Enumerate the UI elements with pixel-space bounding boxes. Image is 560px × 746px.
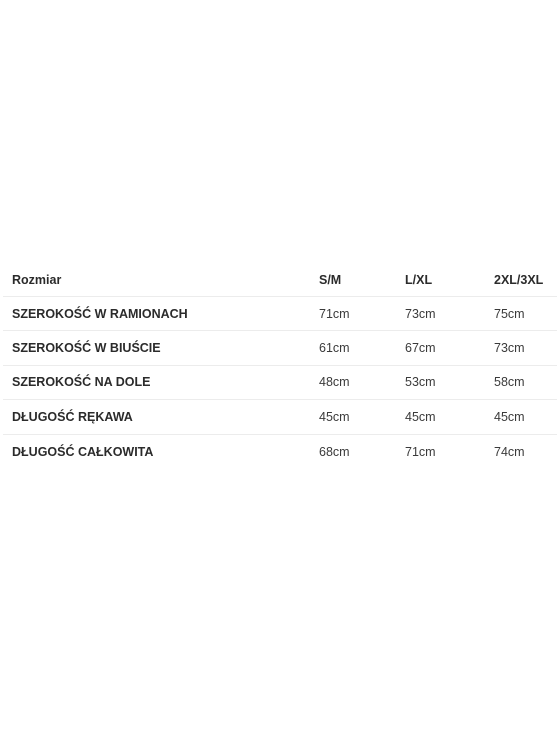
header-sm: S/M xyxy=(319,272,342,287)
table-row xyxy=(3,331,557,365)
cell-lxl: 71cm xyxy=(405,444,436,459)
header-size-label: Rozmiar xyxy=(12,272,62,287)
cell-sm: 68cm xyxy=(319,444,350,459)
header-lxl: L/XL xyxy=(405,272,433,287)
table-row xyxy=(3,366,557,400)
table-row xyxy=(3,435,557,469)
cell-lxl: 73cm xyxy=(405,306,436,321)
table-header-row xyxy=(3,263,557,297)
cell-sm: 71cm xyxy=(319,306,350,321)
cell-sm: 45cm xyxy=(319,409,350,424)
cell-2xl3xl: 58cm xyxy=(494,375,525,390)
table-row xyxy=(3,297,557,331)
size-chart-table xyxy=(3,263,557,469)
cell-sm: 61cm xyxy=(319,341,350,356)
row-label: DŁUGOŚĆ RĘKAWA xyxy=(12,409,133,424)
row-label: SZEROKOŚĆ W RAMIONACH xyxy=(12,306,188,321)
cell-2xl3xl: 45cm xyxy=(494,409,525,424)
cell-lxl: 53cm xyxy=(405,375,436,390)
cell-lxl: 67cm xyxy=(405,341,436,356)
cell-2xl3xl: 73cm xyxy=(494,341,525,356)
row-label: DŁUGOŚĆ CAŁKOWITA xyxy=(12,444,154,459)
row-label: SZEROKOŚĆ W BIUŚCIE xyxy=(12,341,161,356)
table-row xyxy=(3,400,557,434)
row-label: SZEROKOŚĆ NA DOLE xyxy=(12,375,151,390)
cell-2xl3xl: 74cm xyxy=(494,444,525,459)
cell-2xl3xl: 75cm xyxy=(494,306,525,321)
cell-lxl: 45cm xyxy=(405,409,436,424)
cell-sm: 48cm xyxy=(319,375,350,390)
header-2xl3xl: 2XL/3XL xyxy=(494,272,544,287)
